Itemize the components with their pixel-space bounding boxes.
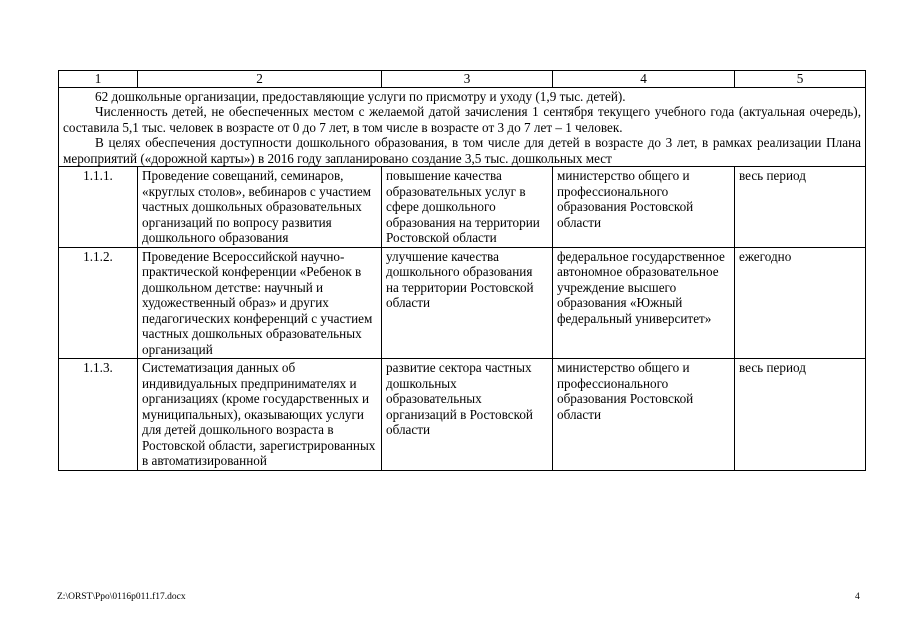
measures-table [58,70,866,471]
column-number: 5 [735,71,866,88]
period-cell: весь период [735,359,866,471]
column-number: 4 [553,71,735,88]
column-number: 1 [59,71,138,88]
result-cell: повышение качества образовательных услуг в сфере дошкольного образования на территории Ростовской области [382,167,553,248]
intro-text-row [59,87,866,167]
event-cell: Проведение совещаний, семинаров, «круглых столов», вебинаров с участием частных дошкольных образовательных организаций по вопросу развития дошкольного образования [138,167,382,248]
table-row [59,247,866,359]
executor-cell: министерство общего и профессионального образования Ростовской области [553,167,735,248]
column-number: 2 [138,71,382,88]
intro-paragraph: В целях обеспечения доступности дошкольного образования, в том числе для детей в возрасте до 3 лет, в рамках реализации Плана мероприятий («дорожной карты») в 2016 году запланировано создание 3,5 тыс. дошкольных мест [63,135,861,166]
intro-text-cell [59,87,866,167]
period-cell: весь период [735,167,866,248]
row-number: 1.1.2. [59,247,138,359]
intro-paragraph: 62 дошкольные организации, предоставляющие услуги по присмотру и уходу (1,9 тыс. детей). [95,88,626,104]
document-page [58,70,865,471]
column-number-row [59,71,866,88]
result-cell: развитие сектора частных дошкольных образовательных организаций в Ростовской области [382,359,553,471]
result-cell: улучшение качества дошкольного образования на территории Ростовской области [382,247,553,359]
intro-paragraph: Численность детей, не обеспеченных местом с желаемой датой зачисления 1 сентября текущего учебного года (актуальная очередь), составила 5,1 тыс. человек в возрасте от 0 до 7 лет, в том числе в возрасте от 3 до 7 лет – 1 человек. [63,104,861,135]
period-cell: ежегодно [735,247,866,359]
row-number: 1.1.3. [59,359,138,471]
table-row [59,359,866,471]
event-cell: Проведение Всероссийской научно-практической конференции «Ребенок в дошкольном детстве: научный и художественный образ» и других педагогических конференций с участием частных дошкольных образовательных организаций [138,247,382,359]
executor-cell: министерство общего и профессионального образования Ростовской области [553,359,735,471]
footer-file-path: Z:\ORST\Ppo\0116p011.f17.docx [57,592,186,602]
footer-page-number: 4 [855,592,860,602]
event-cell: Систематизация данных об индивидуальных предпринимателях и организациях (кроме государственных и муниципальных), оказывающих услуги для детей дошкольного возраста в Ростовской области, зарегистрированных в автоматизированной [138,359,382,471]
row-number: 1.1.1. [59,167,138,248]
executor-cell: федеральное государственное автономное образовательное учреждение высшего образования «Южный федеральный университет» [553,247,735,359]
column-number: 3 [382,71,553,88]
table-row [59,167,866,248]
